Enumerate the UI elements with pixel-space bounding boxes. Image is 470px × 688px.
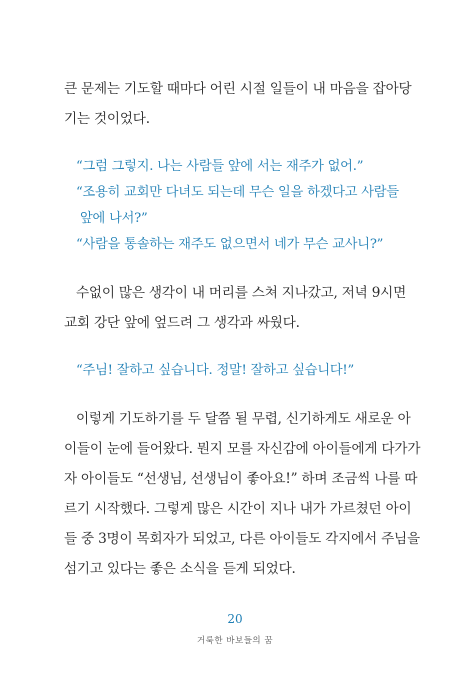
paragraph-3-line-6: 섬기고 있다는 좋은 소식을 듣게 되었다. xyxy=(64,561,296,577)
paragraph-3-line-4: 르기 시작했다. 그렇게 많은 시간이 지나 내가 가르쳤던 아이 xyxy=(64,501,412,517)
page-number: 20 xyxy=(227,612,243,626)
quote-2-line-1: “조용히 교회만 다녀도 되는데 무슨 일을 하겠다고 사람들 xyxy=(76,185,399,200)
quote-3: “사람을 통솔하는 재주도 없으면서 네가 무슨 교사니?” xyxy=(76,237,384,252)
quote-4: “주님! 잘하고 싶습니다. 정말! 잘하고 싶습니다!” xyxy=(76,363,355,378)
quote-1: “그럼 그렇지. 나는 사람들 앞에 서는 재주가 없어.” xyxy=(76,159,364,174)
quote-2-line-2: 앞에 나서?” xyxy=(80,211,148,226)
paragraph-3-line-1: 이렇게 기도하기를 두 달쯤 될 무렵, 신기하게도 새로운 아 xyxy=(76,411,411,427)
paragraph-3-line-2: 이들이 눈에 들어왔다. 뭔지 모를 자신감에 아이들에게 다가가 xyxy=(64,441,421,457)
paragraph-2-line-2: 교회 강단 앞에 엎드려 그 생각과 싸웠다. xyxy=(64,315,300,331)
paragraph-3-line-3: 자 아이들도 “선생님, 선생님이 좋아요!” 하며 조금씩 나를 따 xyxy=(64,471,418,487)
paragraph-2-line-1: 수없이 많은 생각이 내 머리를 스쳐 지나갔고, 저녁 9시면 xyxy=(76,285,407,301)
running-footer-title: 거룩한 바보들의 꿈 xyxy=(196,636,274,646)
paragraph-3-line-5: 들 중 3명이 목회자가 되었고, 다른 아이들도 각지에서 주님을 xyxy=(64,531,420,547)
paragraph-1-line-1: 큰 문제는 기도할 때마다 어린 시절 일들이 내 마음을 잡아당 xyxy=(64,81,412,97)
paragraph-1-line-2: 기는 것이었다. xyxy=(64,111,150,127)
